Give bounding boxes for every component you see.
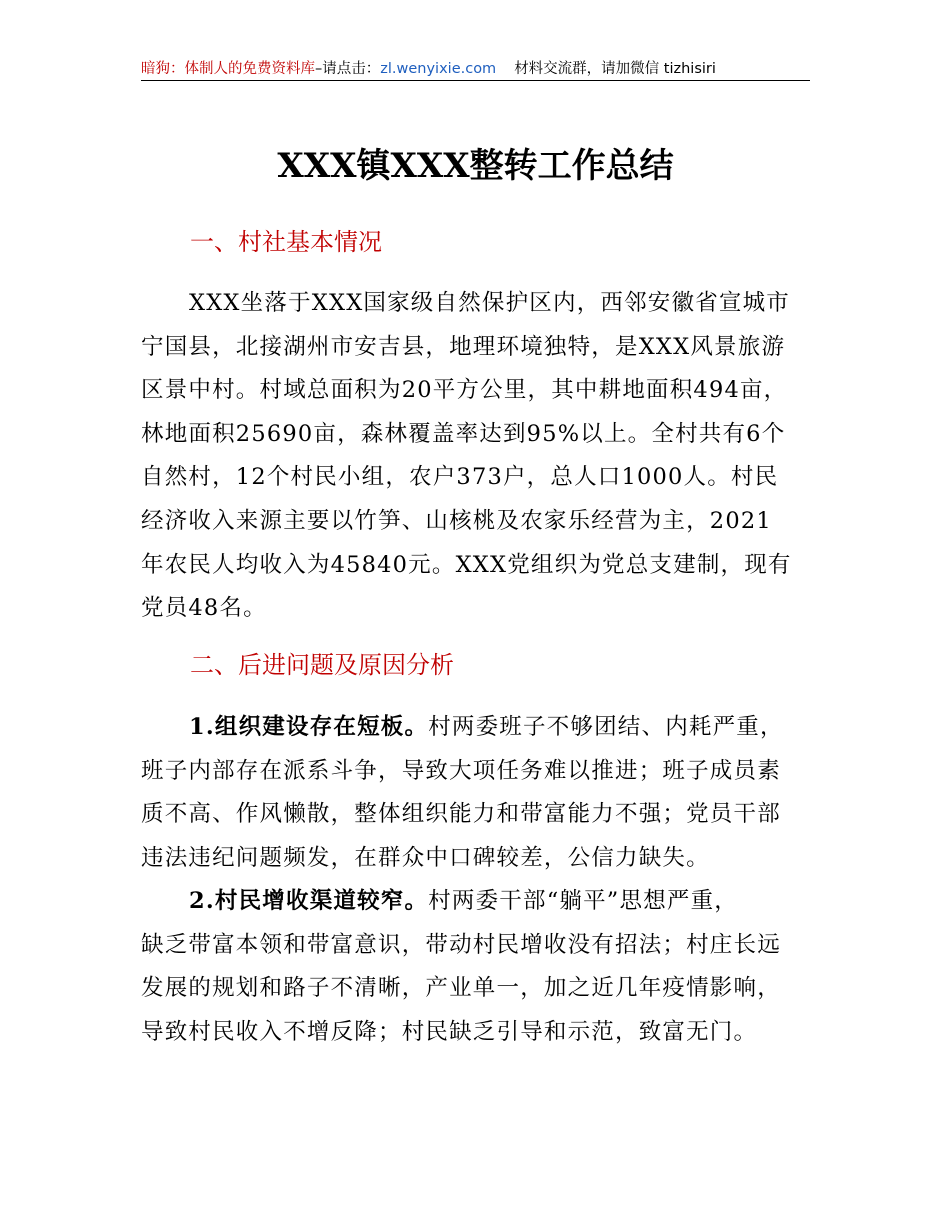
paragraph-line <box>141 706 821 750</box>
paragraph-lead: 1.组织建设存在短板。 <box>189 714 429 740</box>
paragraph-line: 导致村民收入不增反降；村民缺乏引导和示范，致富无门。 <box>141 1018 758 1045</box>
header-url-link[interactable]: zl.wenyixie.com <box>380 61 497 77</box>
paragraph-line: 区景中村。村域总面积为20平方公里，其中耕地面积494亩， <box>141 377 788 404</box>
paragraph-line: 缺乏带富本领和带富意识，带动村民增收没有招法；村庄长远 <box>141 931 781 958</box>
section-1-paragraph-1 <box>141 282 821 631</box>
paragraph-line: 自然村，12个村民小组，农户373户，总人口1000人。村民 <box>141 464 779 491</box>
paragraph-line-text: 村两委班子不够团结、内耗严重， <box>428 714 784 740</box>
paragraph-line: XXX坐落于XXX国家级自然保护区内，西邻安徽省宣城市 <box>189 290 791 316</box>
section-2-paragraph-2 <box>141 880 821 1054</box>
page-header <box>141 58 810 80</box>
paragraph-line: 质不高、作风懒散，整体组织能力和带富能力不强；党员干部 <box>141 801 781 828</box>
section-heading-1: 一、村社基本情况 <box>190 228 382 256</box>
paragraph-line: 经济收入来源主要以竹笋、山核桃及农家乐经营为主，2021 <box>141 507 772 534</box>
section-heading-2: 二、后进问题及原因分析 <box>190 651 454 679</box>
paragraph-line: 党员48名。 <box>141 595 267 622</box>
header-brand: 暗狗：体制人的免费资料库 <box>141 61 315 77</box>
paragraph-line: 违法违纪问题频发，在群众中口碑较差，公信力缺失。 <box>141 844 710 871</box>
paragraph-line: 班子内部存在派系斗争，导致大项任务难以推进；班子成员素 <box>141 757 781 784</box>
paragraph-line: 年农民人均收入为45840元。XXX党组织为党总支建制，现有 <box>141 551 792 578</box>
paragraph-line <box>141 880 821 924</box>
paragraph-line: 宁国县，北接湖州市安吉县，地理环境独特，是XXX风景旅游 <box>141 333 786 360</box>
header-divider <box>141 80 810 81</box>
paragraph-lead: 2.村民增收渠道较窄。 <box>189 888 429 914</box>
paragraph-line-text: 村两委干部“躺平”思想严重， <box>428 888 739 914</box>
section-2-paragraph-1 <box>141 706 821 880</box>
page-title: XXX镇XXX整转工作总结 <box>277 146 674 186</box>
header-contact: 材料交流群，请加微信 tizhisiri <box>514 61 716 77</box>
header-prompt: –请点击： <box>315 61 381 77</box>
paragraph-line: 发展的规划和路子不清晰，产业单一，加之近几年疫情影响， <box>141 975 781 1002</box>
paragraph-line: 林地面积25690亩，森林覆盖率达到95%以上。全村共有6个 <box>141 420 786 447</box>
